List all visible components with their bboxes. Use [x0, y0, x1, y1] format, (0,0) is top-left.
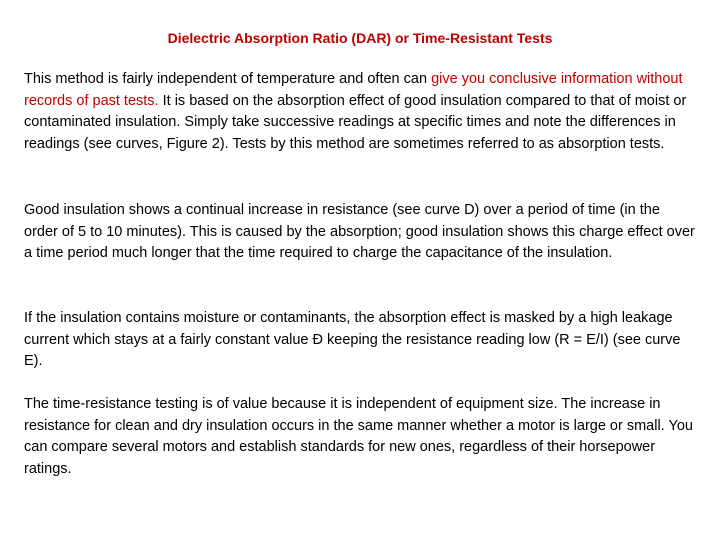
intro-rest: It is based on the absorption effect of good insulation compared to that of moist or contaminated insulation. Simply take successive readings at specific times and note the differences in readings (see curves, Figure 2). Tests by this method are sometimes referred to as absorption tests.	[24, 92, 687, 152]
paragraph-time-resistance-value: The time-resistance testing is of value because it is independent of equipment size. The increase in resistance for clean and dry insulation occurs in the same manner whether a motor is large or small. You can compare several motors and establish standards for new ones, regardless of their horsepower ratings.	[24, 396, 693, 477]
paragraph-contaminated-insulation: If the insulation contains moisture or contaminants, the absorption effect is masked by a high leakage current which stays at a fairly constant value Ð keeping the resistance reading low (R = E/I) (see curve E).	[24, 310, 681, 369]
paragraph-intro	[24, 69, 696, 155]
intro-highlight: give you conclusive information without records of past tests.	[24, 71, 683, 109]
slide-title: Dielectric Absorption Ratio (DAR) or Time-Resistant Tests	[167, 30, 553, 46]
intro-lead: This method is fairly independent of temperature and often can	[24, 71, 432, 87]
paragraph-good-insulation: Good insulation shows a continual increase in resistance (see curve D) over a period of time (in the order of 5 to 10 minutes). This is caused by the absorption; good insulation shows this charge effect over a time period much longer that the time required to charge the capacitance of the insulation.	[24, 202, 695, 261]
